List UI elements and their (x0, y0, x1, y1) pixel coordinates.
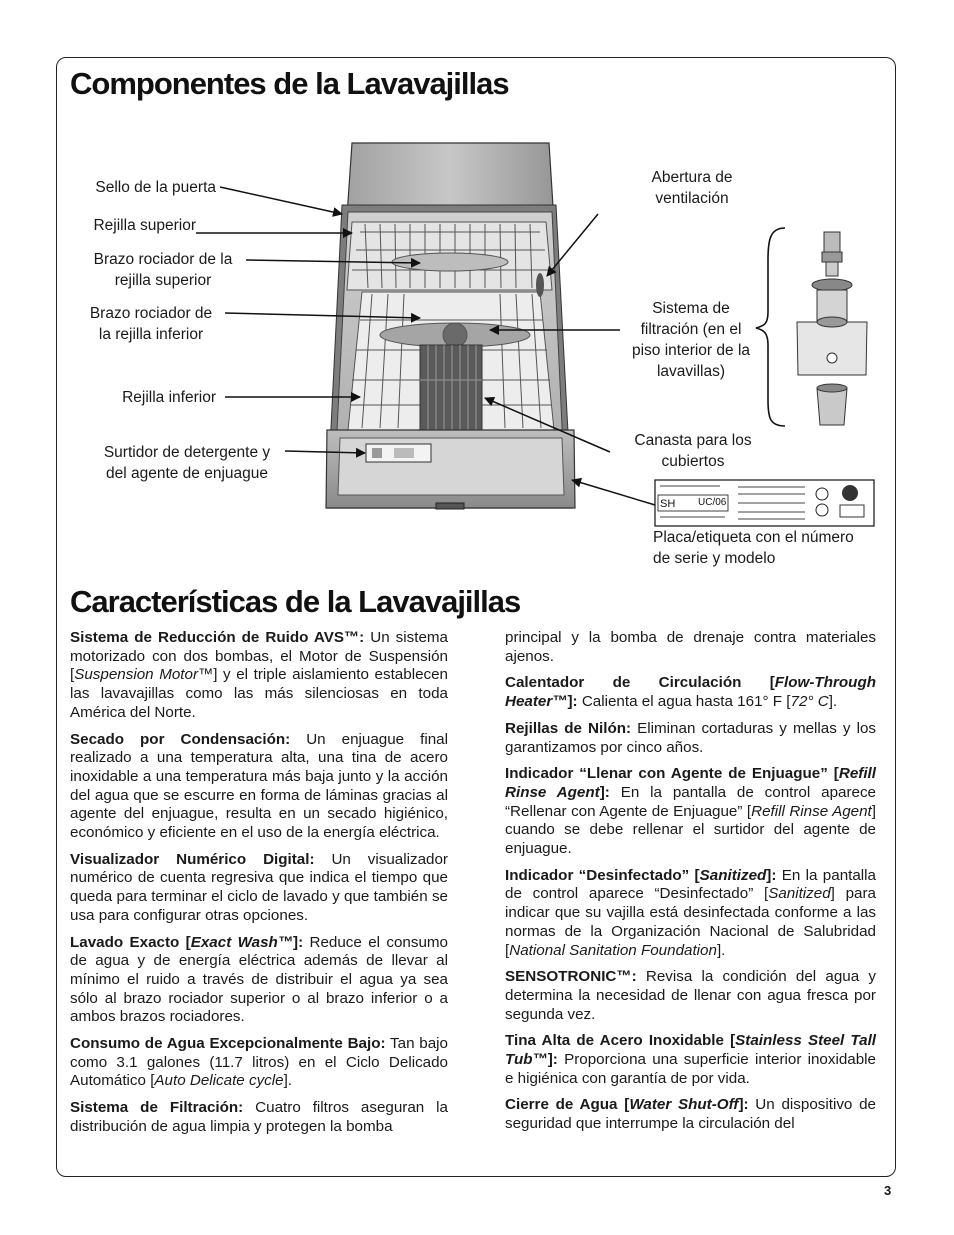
label-lower-spray-arm-line2: la rejilla inferior (98, 326, 204, 343)
feature-sensotronic: SENSOTRONIC™: Revisa la condición del agua y determina la necesidad de llenar con agua fresca por segunda vez. (505, 968, 876, 1023)
label-filter-line1: Sistema de (652, 300, 730, 317)
label-rating-plate (653, 527, 893, 569)
label-vent-line2: ventilación (655, 190, 729, 207)
cutlery-basket (420, 345, 482, 430)
feature-water-shutoff: Cierre de Agua [Water Shut-Off]: Un dispositivo de seguridad que interrumpe la circulación del (505, 1096, 876, 1133)
feature-tall-tub: Tina Alta de Acero Inoxidable [Stainless Steel Tall Tub™]: Proporciona una superficie interior inoxidable e higiénica con garantía de por vida. (505, 1032, 877, 1087)
feature-tub-title: Tina Alta de Acero Inoxidable [Stainless Steel Tall Tub™]: (505, 1032, 877, 1069)
features-left-column (70, 629, 448, 1145)
label-lower-spray-arm-line1: Brazo rociador de (89, 305, 213, 322)
feature-water-consumption: Consumo de Agua Excepcionalmente Bajo: Tan bajo como 3.1 galones (11.7 litros) en el Ciclo Delicado Automático [Auto Delicate cycle]. (70, 1035, 448, 1090)
label-upper-spray-arm-line1: Brazo rociador de la (93, 251, 233, 268)
label-filter-system (618, 298, 764, 382)
rating-plate-model: SH (660, 498, 676, 510)
label-vent (630, 167, 754, 209)
label-filter-line4: lavavillas) (656, 363, 726, 380)
feature-display-title: Visualizador Numérico Digital: (70, 850, 315, 868)
upper-rack (347, 222, 552, 290)
feature-avs-title: Sistema de Reducción de Ruido AVS™: (70, 629, 365, 646)
label-dispenser (84, 442, 290, 484)
feature-water-title: Consumo de Agua Excepcionalmente Bajo: (70, 1035, 386, 1053)
label-cutlery-basket (618, 430, 768, 472)
feature-sanitized-title: Indicador “Desinfectado” [Sanitized]: (505, 866, 777, 884)
rating-plate-code: UC/06 (698, 497, 727, 508)
feature-filtration: Sistema de Filtración: Cuatro filtros aseguran la distribución de agua limpia y protegen la bomba (70, 1099, 448, 1135)
feature-drying-title: Secado por Condensación: (70, 730, 291, 748)
feature-rinse-indicator: Indicador “Llenar con Agente de Enjuague” [Refill Rinse Agent]: En la pantalla de control aparece “Rellenar con Agente de Enjuague” [Refill Rinse Agent] cuando se debe rellenar el surtidor del agente de enjuague. (505, 765, 877, 858)
label-filter-line2: filtración (en el (640, 321, 742, 338)
feature-nylon-racks: Rejillas de Nilón: Eliminan cortaduras y mellas y los garantizamos por cinco años. (505, 719, 876, 756)
label-filter-line3: piso interior de la (631, 342, 751, 359)
label-vent-line1: Abertura de (651, 169, 733, 186)
label-dispenser-line1: Surtidor de detergente y (103, 444, 271, 461)
components-title: Componentes de la Lavavajillas (70, 66, 509, 101)
feature-exact-wash: Lavado Exacto [Exact Wash™]: Reduce el consumo de agua y de energía eléctrica además de llevar al mínimo el ruido a través de distribuir el agua ya sea sólo al brazo rociador superior o al brazo inferior o a ambos brazos rociadores. (70, 933, 448, 1026)
feature-heater: Calentador de Circulación [Flow-Through Heater™]: Calienta el agua hasta 161° F [72° C]. (505, 674, 876, 711)
label-upper-spray-arm (78, 249, 248, 291)
label-cutlery-line2: cubiertos (661, 453, 725, 470)
features-right-column (505, 629, 876, 1142)
label-dispenser-line2: del agente de enjuague (105, 465, 269, 482)
feature-racks-title: Rejillas de Nilón: (505, 719, 632, 737)
label-upper-spray-arm-line2: rejilla superior (114, 272, 212, 289)
label-plate-line1: Placa/etiqueta con el número (653, 529, 854, 546)
feature-heater-title: Calentador de Circulación [Flow-Through Heater™]: (505, 674, 876, 711)
feature-filtration-title: Sistema de Filtración: (70, 1099, 244, 1117)
label-upper-rack: Rejilla superior (93, 217, 196, 234)
feature-shutoff-title: Cierre de Agua [Water Shut-Off]: (505, 1096, 749, 1114)
feature-display: Visualizador Numérico Digital: Un visualizador numérico de cuenta regresiva que indica el tiempo que queda para terminar el ciclo de lavado y que también se usa para configurar otras opciones. (70, 850, 448, 924)
feature-avs: Sistema de Reducción de Ruido AVS™: Un sistema motorizado con dos bombas, el Motor de Suspensión [Suspension Motor™] y el triple aislamiento establecen las lavavajillas como las más silenciosas en toda América del Norte. (70, 629, 448, 721)
label-cutlery-line1: Canasta para los (634, 432, 752, 449)
feature-senso-title: SENSO (505, 968, 559, 986)
filter-assembly (756, 228, 867, 426)
label-plate-line2: de serie y modelo (653, 550, 776, 567)
label-lower-spray-arm (70, 303, 232, 345)
label-lower-rack: Rejilla inferior (122, 389, 216, 406)
feature-drying: Secado por Condensación: Un enjuague final realizado a una temperatura alta, una tina de acero inoxidable a una temperatura más baja junto y la acción del agua que se escurre en forma de láminas gracias al agente del enjuague, resulta en un secado higiénico, económico y eficiente en el uso de la energía eléctrica. (70, 730, 449, 842)
feature-filtration-cont: principal y la bomba de drenaje contra materiales ajenos. (505, 629, 876, 665)
features-title: Características de la Lavavajillas (70, 584, 521, 619)
rating-plate (655, 480, 874, 526)
feature-rinse-title: Indicador “Llenar con Agente de Enjuague” [Refill Rinse Agent]: (505, 765, 876, 801)
feature-exact-wash-title: Lavado Exacto [Exact Wash™]: (70, 933, 304, 951)
label-door-seal: Sello de la puerta (95, 179, 216, 196)
feature-sanitized: Indicador “Desinfectado” [Sanitized]: En la pantalla de control aparece “Desinfectado” [Sanitized] para indicar que su vajilla está desinfectada conforme a las normas de la Organización Nacional de Salubridad [National Sanitation Foundation]. (505, 866, 876, 959)
page-number: 3 (884, 1183, 892, 1198)
